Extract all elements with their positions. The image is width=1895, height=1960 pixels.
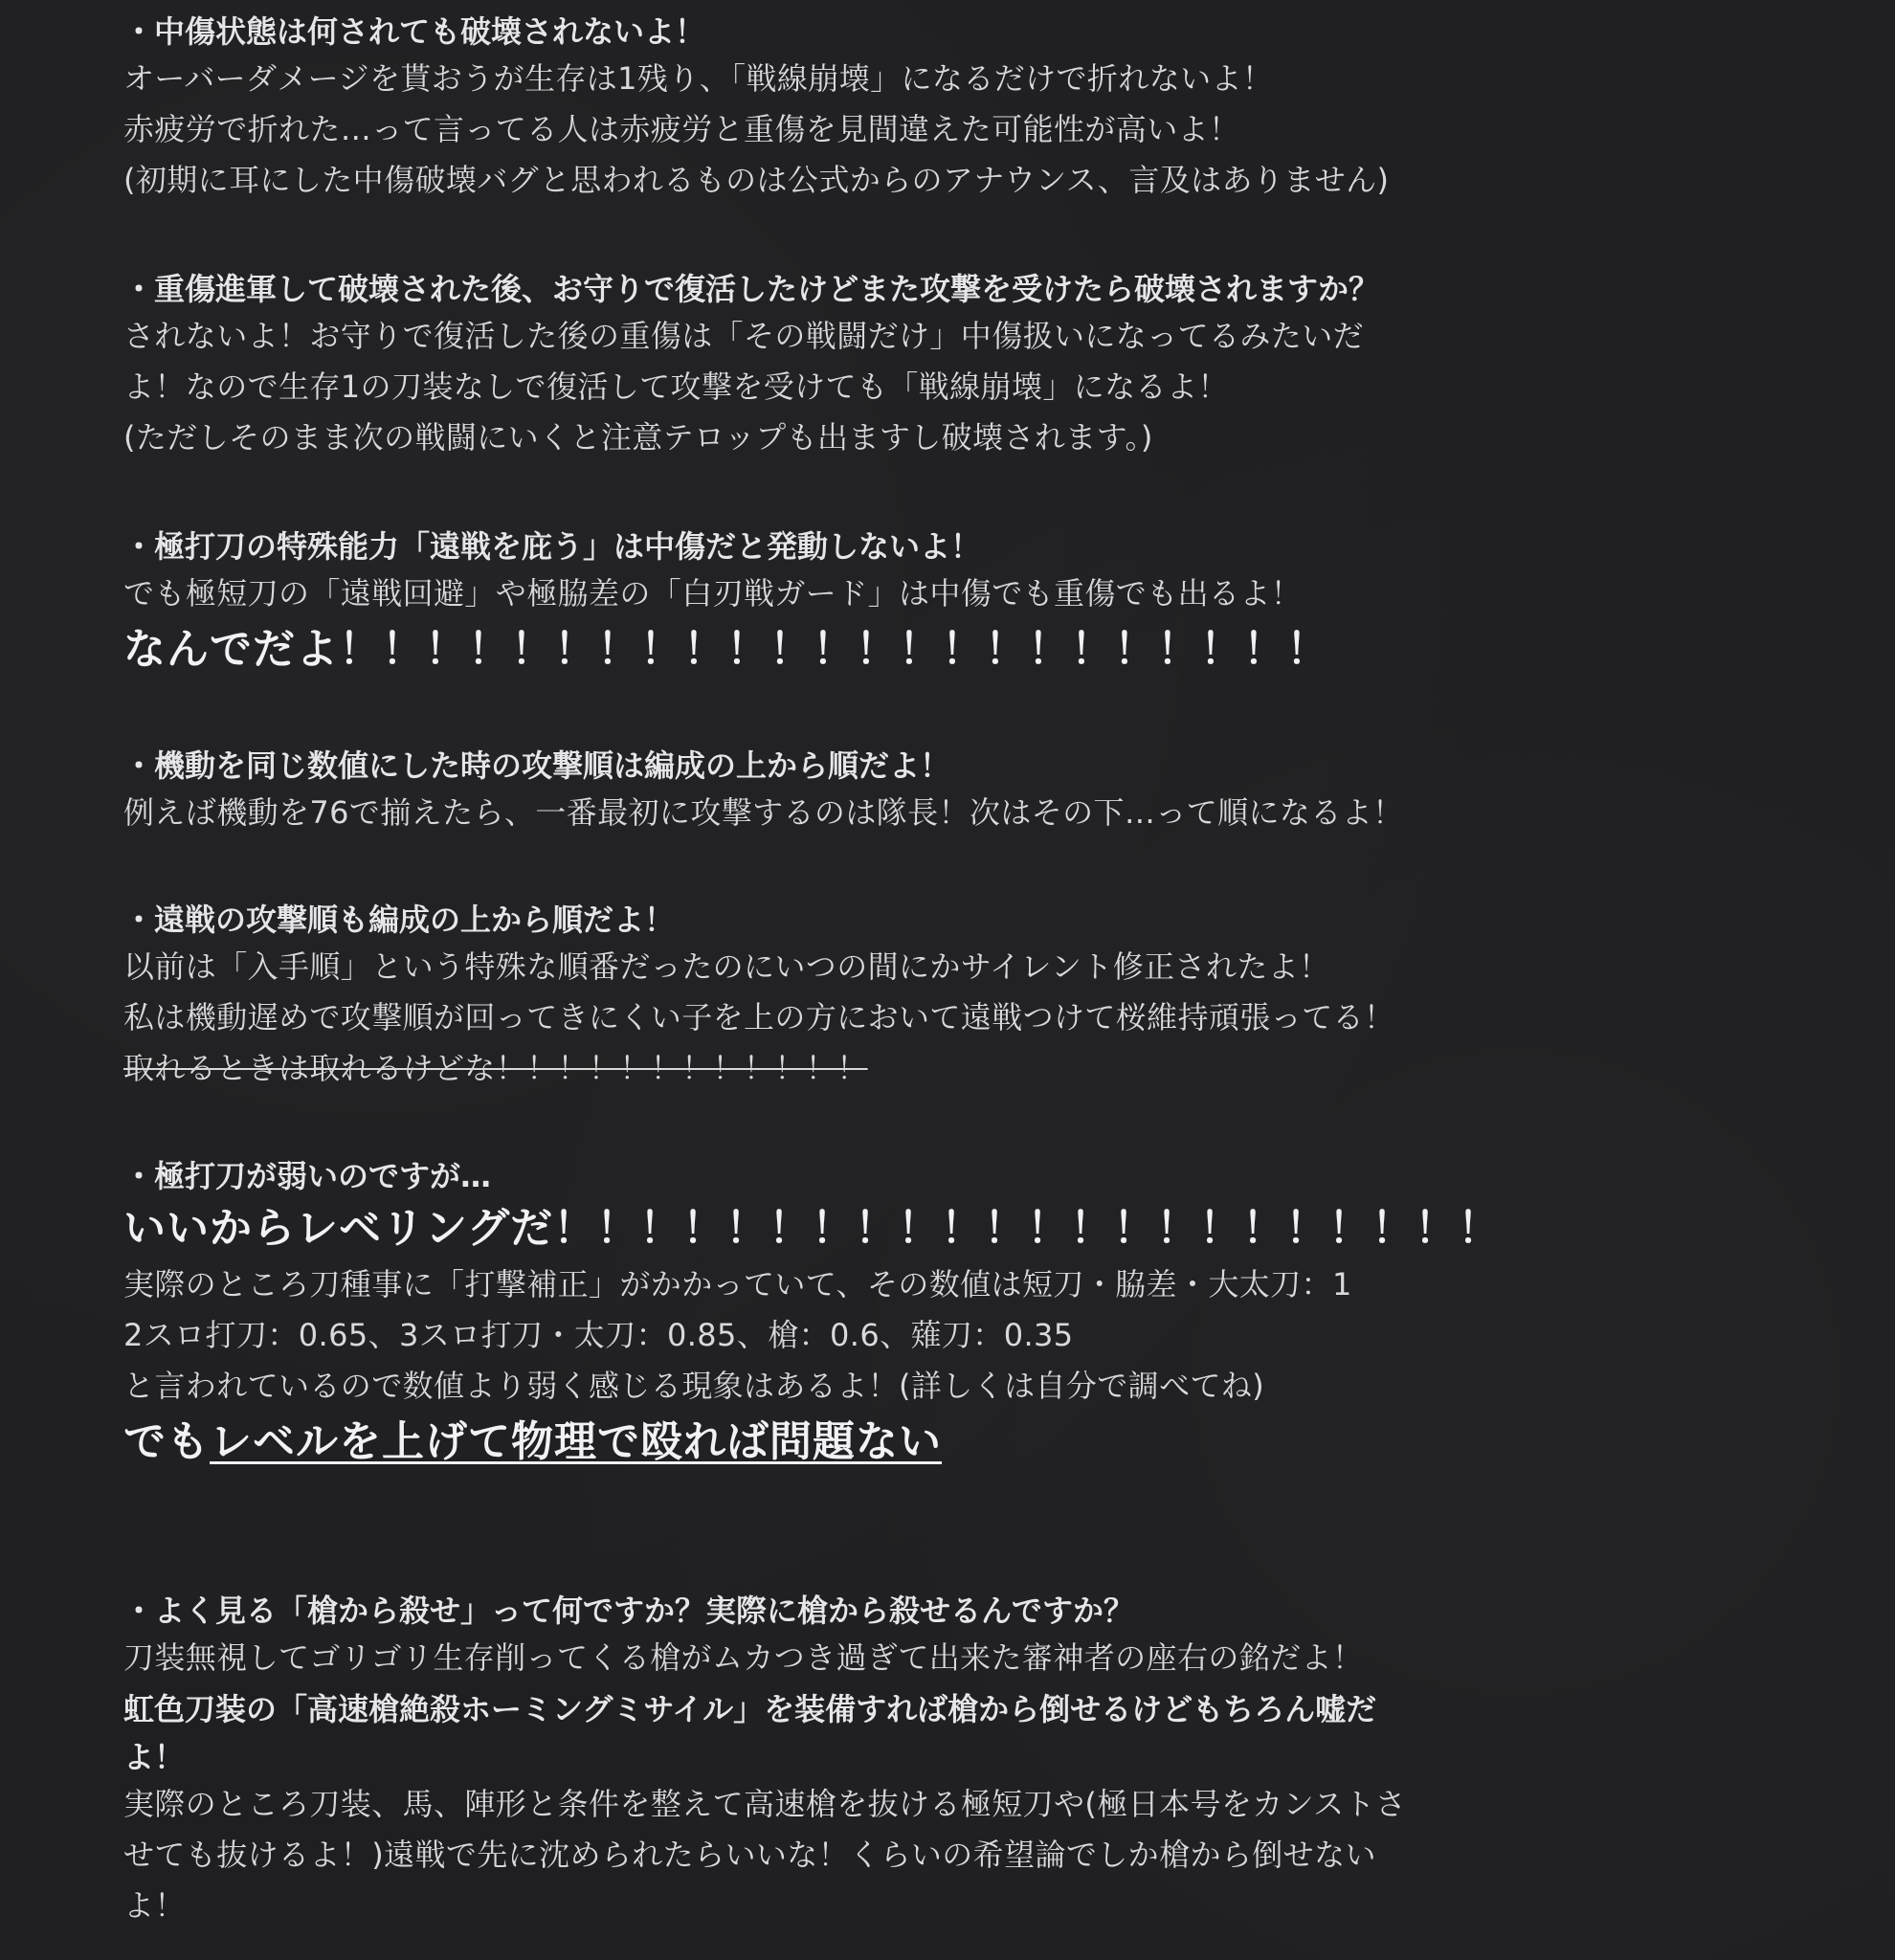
body-line: せても抜けるよ！)遠戦で先に沈められたらいいな！くらいの希望論でしか槍から倒せない <box>123 1837 1376 1873</box>
body-line: よ！ <box>123 1887 186 1924</box>
section-heading: ・遠戦の攻撃順も編成の上から順だよ！ <box>123 902 676 938</box>
faq-section <box>123 898 1540 1094</box>
faq-section <box>123 10 1540 206</box>
body-line: 刀装無視してゴリゴリ生存削ってくる槍がムカつき過ぎて出来た審神者の座右の銘だよ！ <box>123 1639 1364 1676</box>
faq-section <box>123 267 1540 463</box>
section-heading: ・機動を同じ数値にした時の攻撃順は編成の上から順だよ！ <box>123 747 951 784</box>
section-heading: ・極打刀が弱いのですが… <box>123 1158 492 1194</box>
section-heading: ・よく見る「槍から殺せ」って何ですか？実際に槍から殺せるんですか？ <box>123 1592 1135 1629</box>
section-heading: ・中傷状態は何されても破壊されないよ！ <box>123 13 706 50</box>
body-line: と言われているので数値より弱く感じる現象はあるよ！(詳しくは自分で調べてね) <box>123 1368 1265 1404</box>
body-line: 実際のところ刀種事に「打撃補正」がかかっていて、その数値は短刀・脇差・大太刀：1 <box>123 1266 1352 1303</box>
bold-line: よ！ <box>123 1739 186 1775</box>
faq-section <box>123 524 1540 680</box>
emphasis-shout: いいからレベリングだ！！！！！！！！！！！！！！！！！！！！！！ <box>123 1204 1502 1253</box>
section-heading: ・重傷進軍して破壊された後、お守りで復活したけどまた攻撃を受けたら破壊されますか？ <box>123 271 1380 307</box>
body-line: 以前は「入手順」という特殊な順番だったのにいつの間にかサイレント修正されたよ！ <box>123 948 1330 985</box>
body-line: (初期に耳にした中傷破壊バグと思われるものは公式からのアナウンス、言及はありません) <box>123 162 1390 198</box>
bold-line: 虹色刀装の「高速槍絶殺ホーミングミサイル」を装備すれば槍から倒せるけどもちろん嘘だ <box>123 1691 1377 1727</box>
closing-statement <box>123 1412 1540 1473</box>
body-line: されないよ！お守りで復活した後の重傷は「その戦闘だけ」中傷扱いになってるみたいだ <box>123 318 1365 354</box>
faq-section <box>123 1154 1540 1473</box>
faq-section <box>123 744 1540 838</box>
body-line: 実際のところ刀装、馬、陣形と条件を整えて高速槍を抜ける極短刀や(極日本号をカンストさ <box>123 1786 1407 1822</box>
body-line: よ！なので生存1の刀装なしで復活して攻撃を受けても「戦線崩壊」になるよ！ <box>123 368 1229 405</box>
body-line: でも極短刀の「遠戦回避」や極脇差の「白刃戦ガード」は中傷でも重傷でも出るよ！ <box>123 575 1303 612</box>
section-heading: ・極打刀の特殊能力「遠戦を庇う」は中傷だと発動しないよ！ <box>123 528 982 565</box>
faq-section <box>123 1589 1540 1931</box>
body-line: オーバーダメージを貰おうが生存は1残り、「戦線崩壊」になるだけで折れないよ！ <box>123 60 1274 97</box>
emphasis-shout: なんでだよ！！！！！！！！！！！！！！！！！！！！！！！ <box>123 625 1329 674</box>
body-line: (ただしそのまま次の戦闘にいくと注意テロップも出ますし破壊されます。) <box>123 419 1153 456</box>
strikethrough-line: 取れるときは取れるけどな！！！！！！！！！！！！ <box>123 1050 868 1086</box>
body-line: 2スロ打刀：0.65、3スロ打刀・太刀：0.85、槍：0.6、薙刀：0.35 <box>123 1317 1074 1353</box>
body-line: 私は機動遅めで攻撃順が回ってきにくい子を上の方において遠戦つけて桜維持頑張ってる！ <box>123 999 1395 1036</box>
body-line: 赤疲労で折れた…って言ってる人は赤疲労と重傷を見間違えた可能性が高いよ！ <box>123 111 1240 147</box>
closing-underlined: レベルを上げて物理で殴れば問題ない <box>210 1417 942 1466</box>
body-line: 例えば機動を76で揃えたら、一番最初に攻撃するのは隊長！次はその下…って順になるよ！ <box>123 794 1404 831</box>
closing-prefix: でも <box>123 1417 210 1466</box>
